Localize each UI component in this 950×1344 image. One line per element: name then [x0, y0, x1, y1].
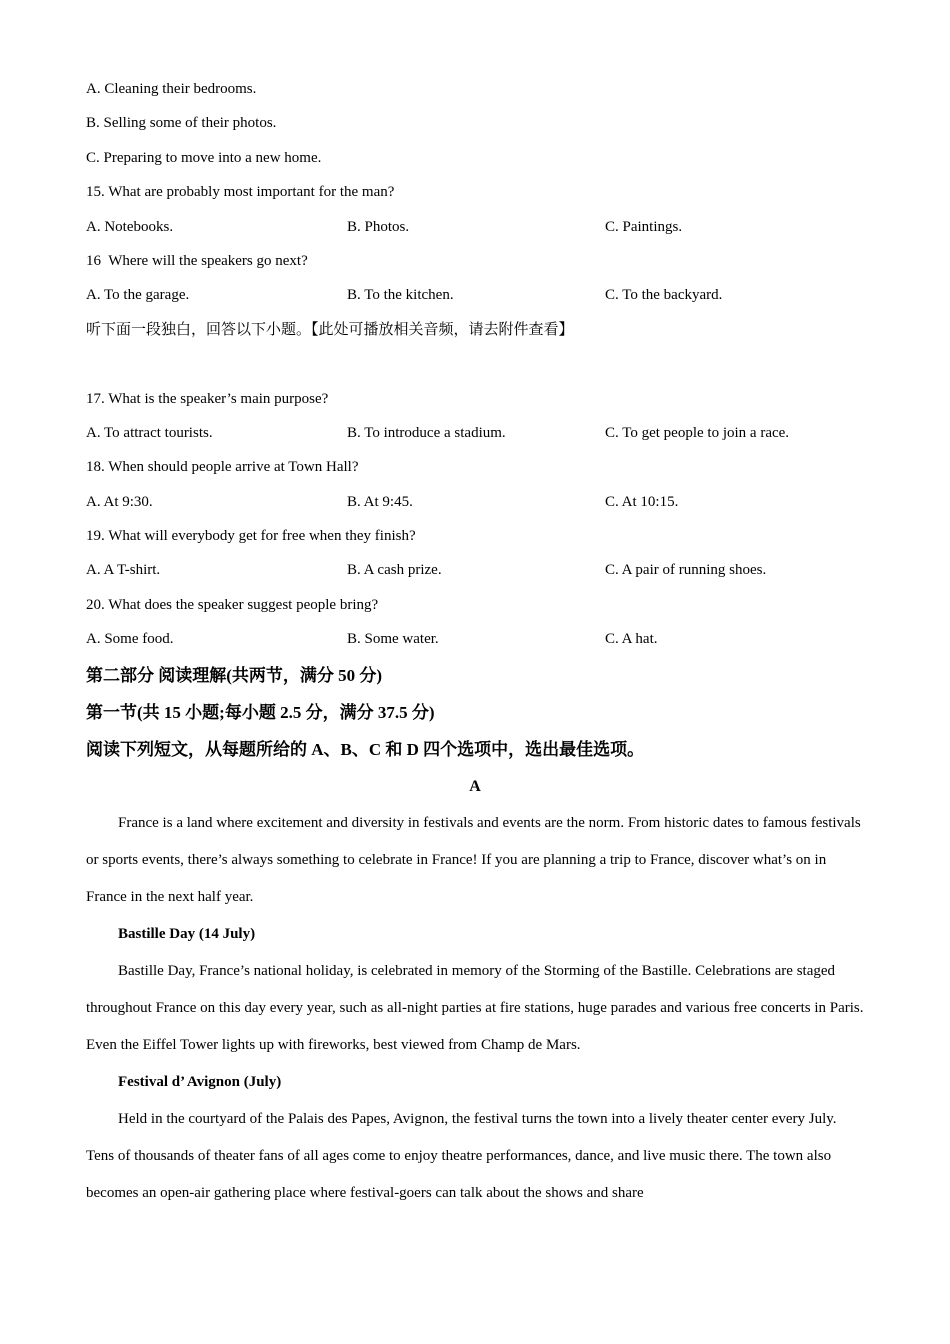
q18-options-row: [86, 485, 864, 519]
bastille-day-heading: Bastille Day (14 July): [118, 925, 256, 942]
spacer-line: [86, 347, 864, 381]
q16-question: 16 Where will the speakers go next?: [86, 252, 308, 269]
q17-option-b: B. To introduce a stadium.: [347, 424, 506, 441]
q19-options-row: [86, 553, 864, 587]
listening-monologue-instruction: 听下面一段独白，回答以下小题。【此处可播放相关音频，请去附件查看】: [86, 321, 574, 338]
section1-header: 第一节(共 15 小题;每小题 2.5 分，满分 37.5 分): [86, 702, 435, 722]
part2-header: 第二部分 阅读理解(共两节，满分 50 分): [86, 665, 383, 685]
reading-instruction: 阅读下列短文，从每题所给的 A、B、C 和 D 四个选项中，选出最佳选项。: [86, 739, 645, 759]
bastille-day-paragraph: Bastille Day, France’s national holiday, is celebrated in memory of the Storming of the Bastille. Celebrations are staged throughout France on this day every year, such as all-night parties at fire stations, huge parades and various free concerts in Paris. Even the Eiffel Tower lights up with fireworks, best viewed from Champ de Mars.: [86, 962, 864, 1053]
q18-option-c: C. At 10:15.: [605, 493, 679, 510]
festival-avignon-heading: Festival d’ Avignon (July): [118, 1073, 282, 1090]
q20-question: 20. What does the speaker suggest people bring?: [86, 596, 379, 613]
q19-option-b: B. A cash prize.: [347, 562, 442, 579]
q17-option-c: C. To get people to join a race.: [605, 424, 790, 441]
q16-option-a: A. To the garage.: [86, 287, 190, 304]
q20-option-c: C. A hat.: [605, 631, 658, 648]
q20-options-row: [86, 622, 864, 656]
q15-options-row: [86, 210, 864, 244]
festival-avignon-paragraph: Held in the courtyard of the Palais des Papes, Avignon, the festival turns the town into a lively theater center every July. Tens of thousands of theater fans of all ages come to enjoy theatre performances, dance, and live music there. The town also becomes an open-air gathering place where festival-goers can talk about the shows and share: [86, 1110, 837, 1201]
q14-option-a: A. Cleaning their bedrooms.: [86, 81, 257, 97]
q14-option-c: C. Preparing to move into a new home.: [86, 149, 322, 166]
q15-question: 15. What are probably most important for the man?: [86, 184, 395, 201]
q18-question: 18. When should people arrive at Town Hall?: [86, 459, 359, 476]
q16-option-c: C. To the backyard.: [605, 287, 723, 304]
passage-intro-paragraph: France is a land where excitement and diversity in festivals and events are the norm. From historic dates to famous festivals or sports events, there’s always something to celebrate in France! If you are planning a trip to France, discover what’s on in France in the next half year.: [86, 814, 861, 905]
q16-option-b: B. To the kitchen.: [347, 287, 454, 304]
q17-question: 17. What is the speaker’s main purpose?: [86, 390, 329, 407]
passage-label-a: A: [469, 777, 481, 795]
q14-option-b: B. Selling some of their photos.: [86, 115, 277, 132]
q15-option-c: C. Paintings.: [605, 218, 683, 235]
q18-option-b: B. At 9:45.: [347, 493, 413, 510]
q16-options-row: [86, 278, 864, 312]
q18-option-a: A. At 9:30.: [86, 493, 153, 510]
q17-option-a: A. To attract tourists.: [86, 424, 213, 441]
q19-option-a: A. A T-shirt.: [86, 562, 161, 579]
q20-option-a: A. Some food.: [86, 631, 174, 648]
q15-option-b: B. Photos.: [347, 218, 410, 235]
q19-option-c: C. A pair of running shoes.: [605, 562, 767, 579]
q17-options-row: [86, 416, 864, 450]
q20-option-b: B. Some water.: [347, 631, 439, 648]
q19-question: 19. What will everybody get for free when they finish?: [86, 528, 416, 545]
q15-option-a: A. Notebooks.: [86, 218, 174, 235]
